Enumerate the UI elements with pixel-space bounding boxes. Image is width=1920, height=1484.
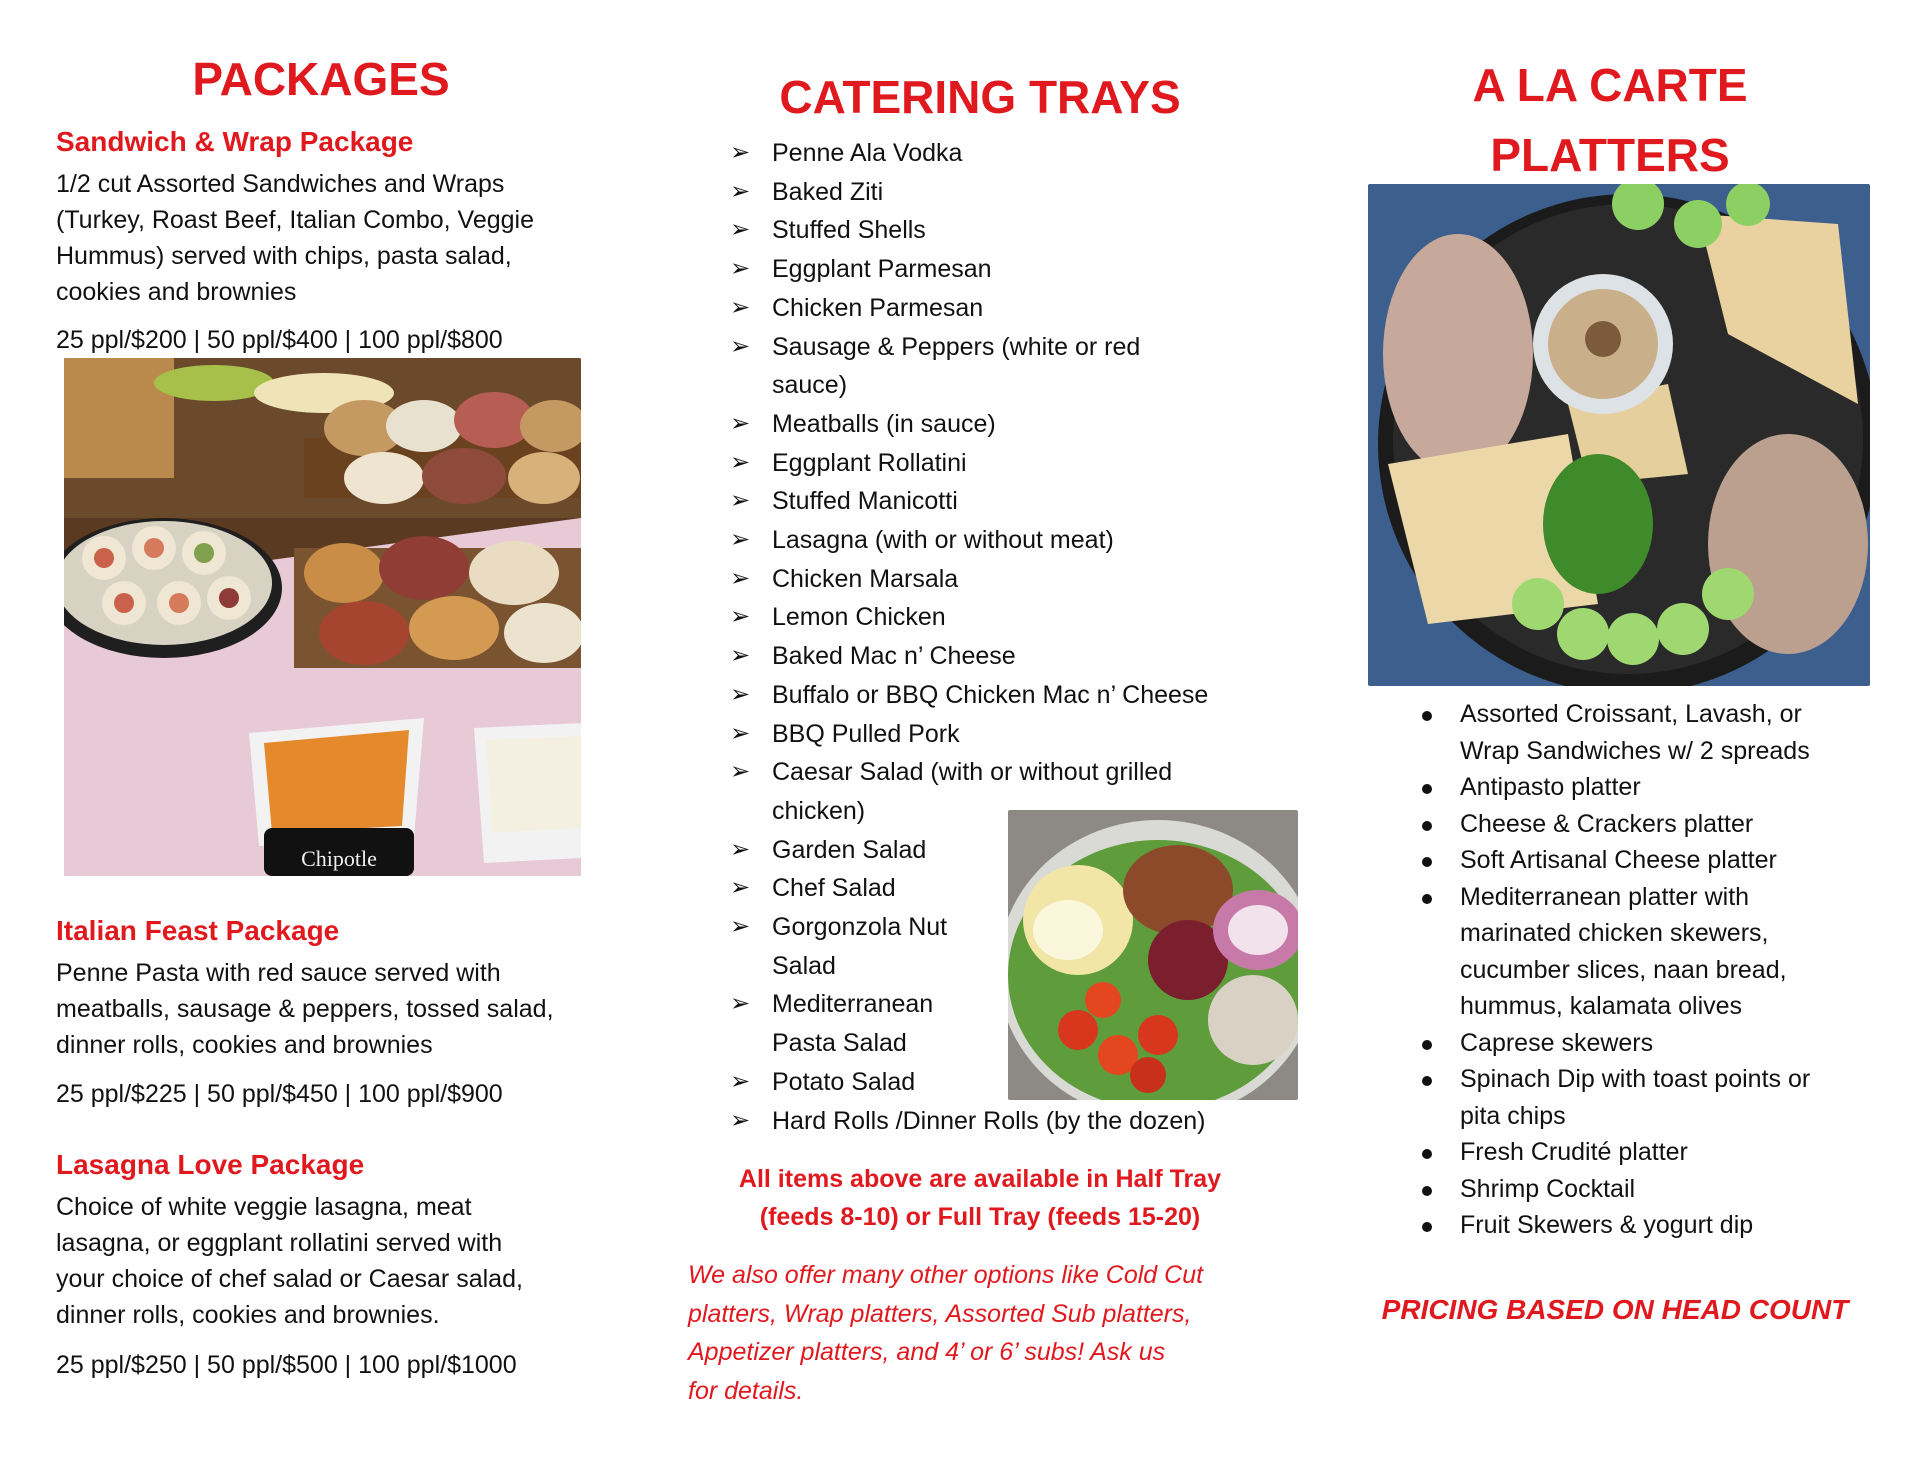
tray-item-line: Chicken Parmesan	[772, 293, 984, 322]
description-line: meatballs, sausage & peppers, tossed salad,	[56, 995, 554, 1023]
availability-line: All items above are available in Half Tray	[738, 1165, 1222, 1193]
alacarte-item	[1412, 1061, 1872, 1134]
tray-item	[724, 328, 1284, 405]
tray-item	[724, 289, 1284, 328]
note-line: for details.	[688, 1376, 804, 1405]
bullet-icon	[1422, 1222, 1432, 1232]
arrow-bullet-icon: ➢	[730, 216, 751, 244]
tray-item-line: Baked Mac n’ Cheese	[772, 642, 1016, 671]
tray-item	[724, 134, 1284, 173]
other-options-note	[688, 1256, 1288, 1410]
note-line: Appetizer platters, and 4’ or 6’ subs! Ask us	[688, 1338, 1166, 1366]
bullet-icon	[1422, 857, 1432, 867]
sandwich-package-price: 25 ppl/$200 | 50 ppl/$400 | 100 ppl/$800	[56, 326, 503, 354]
tray-item	[724, 598, 1284, 637]
italian-package-title: Italian Feast Package	[56, 915, 340, 946]
tray-item	[724, 1102, 1284, 1141]
availability-line: (feeds 8-10) or Full Tray (feeds 15-20)	[759, 1203, 1201, 1231]
tray-item-line: Lemon Chicken	[772, 603, 946, 632]
tray-item	[724, 715, 1284, 754]
description-line: Choice of white veggie lasagna, meat	[56, 1193, 472, 1221]
tray-item-line: Stuffed Manicotti	[772, 487, 958, 516]
tray-item	[724, 250, 1284, 289]
chef-salad-photo	[1008, 810, 1298, 1100]
arrow-bullet-icon: ➢	[730, 564, 751, 592]
alacarte-item	[1412, 1207, 1872, 1244]
description-line: (Turkey, Roast Beef, Italian Combo, Veggie	[56, 206, 535, 234]
description-line: 1/2 cut Assorted Sandwiches and Wraps	[56, 170, 505, 198]
alacarte-item-line: Wrap Sandwiches w/ 2 spreads	[1460, 736, 1810, 765]
alacarte-item-line: Caprese skewers	[1460, 1028, 1654, 1057]
tray-item-line: Eggplant Rollatini	[772, 448, 967, 477]
tray-item-line: Mediterranean	[772, 990, 934, 1019]
tray-item	[724, 637, 1284, 676]
description-line: lasagna, or eggplant rollatini served with	[56, 1229, 503, 1257]
alacarte-item	[1412, 769, 1872, 806]
bullet-icon	[1422, 1186, 1432, 1196]
tray-item-line: Salad	[772, 951, 836, 980]
note-line: platters, Wrap platters, Assorted Sub platters,	[688, 1299, 1192, 1328]
arrow-bullet-icon: ➢	[730, 874, 751, 902]
tray-item-line: Gorgonzola Nut	[772, 913, 948, 942]
tray-item-line: Stuffed Shells	[772, 216, 926, 245]
alacarte-item-line: marinated chicken skewers,	[1460, 919, 1769, 947]
tray-item-line: Garden Salad	[772, 835, 927, 864]
tray-item	[724, 405, 1284, 444]
lasagna-package-description	[56, 1189, 616, 1333]
catering-trays-heading: CATERING TRAYS	[779, 71, 1181, 123]
arrow-bullet-icon: ➢	[730, 1106, 751, 1134]
arrow-bullet-icon: ➢	[730, 255, 751, 283]
lasagna-package-title: Lasagna Love Package	[56, 1149, 365, 1180]
packages-heading: PACKAGES	[192, 53, 450, 105]
arrow-bullet-icon: ➢	[730, 293, 751, 321]
tray-item-line: Baked Ziti	[772, 177, 884, 206]
tray-item-line: Eggplant Parmesan	[772, 255, 992, 284]
tray-item	[724, 560, 1284, 599]
bullet-icon	[1422, 821, 1432, 831]
arrow-bullet-icon: ➢	[730, 448, 751, 476]
description-line: your choice of chef salad or Caesar salad,	[56, 1265, 523, 1293]
tray-item-line: Buffalo or BBQ Chicken Mac n’ Cheese	[772, 680, 1209, 709]
note-line: We also offer many other options like Cold Cut	[688, 1261, 1204, 1289]
pricing-footer: PRICING BASED ON HEAD COUNT	[1381, 1294, 1849, 1325]
arrow-bullet-icon: ➢	[730, 642, 751, 670]
bullet-icon	[1422, 784, 1432, 794]
alacarte-item	[1412, 806, 1872, 843]
arrow-bullet-icon: ➢	[730, 139, 751, 166]
bullet-icon	[1422, 1076, 1432, 1086]
arrow-bullet-icon: ➢	[730, 680, 751, 708]
description-line: dinner rolls, cookies and brownies	[56, 1031, 433, 1059]
tray-item-line: Potato Salad	[772, 1067, 916, 1096]
lasagna-package-price: 25 ppl/$250 | 50 ppl/$500 | 100 ppl/$1000	[56, 1351, 517, 1379]
description-line: cookies and brownies	[56, 278, 297, 306]
arrow-bullet-icon: ➢	[730, 1067, 751, 1095]
tray-item-line: Meatballs (in sauce)	[772, 409, 996, 438]
tray-item-line: Sausage & Peppers (white or red	[772, 332, 1141, 361]
alacarte-item-line: Spinach Dip with toast points or	[1460, 1065, 1811, 1093]
alacarte-item	[1412, 879, 1872, 1025]
arrow-bullet-icon: ➢	[730, 487, 751, 515]
tray-item-line: Chef Salad	[772, 874, 896, 903]
bullet-icon	[1422, 1040, 1432, 1050]
alacarte-item-line: Mediterranean platter with	[1460, 882, 1750, 911]
alacarte-item-line: Fruit Skewers & yogurt dip	[1460, 1211, 1754, 1239]
italian-package-description	[56, 955, 616, 1063]
alacarte-item-line: Assorted Croissant, Lavash, or	[1460, 700, 1802, 728]
tray-item	[724, 521, 1284, 560]
tray-item-line: Chicken Marsala	[772, 564, 959, 593]
arrow-bullet-icon: ➢	[730, 526, 751, 554]
tray-item-line: sauce)	[772, 371, 848, 400]
tray-item-line: Hard Rolls /Dinner Rolls (by the dozen)	[772, 1106, 1206, 1135]
alacarte-item-line: Antipasto platter	[1460, 773, 1641, 801]
alacarte-item-line: Shrimp Cocktail	[1460, 1174, 1636, 1203]
arrow-bullet-icon: ➢	[730, 719, 751, 747]
tray-item-line: Caesar Salad (with or without grilled	[772, 758, 1173, 787]
arrow-bullet-icon: ➢	[730, 913, 751, 941]
tray-item-line: Penne Ala Vodka	[772, 139, 963, 167]
bullet-icon	[1422, 711, 1432, 721]
alacarte-item-line: pita chips	[1460, 1101, 1566, 1130]
bullet-icon	[1422, 1149, 1432, 1159]
mediterranean-platter-photo	[1368, 184, 1870, 686]
alacarte-item-line: Cheese & Crackers platter	[1460, 809, 1754, 838]
tray-item	[724, 173, 1284, 212]
arrow-bullet-icon: ➢	[730, 603, 751, 631]
description-line: dinner rolls, cookies and brownies.	[56, 1301, 440, 1329]
sandwich-package-description	[56, 166, 616, 310]
alacarte-item-line: Soft Artisanal Cheese platter	[1460, 846, 1777, 874]
alacarte-items-list	[1412, 696, 1872, 1244]
alacarte-item	[1412, 1134, 1872, 1171]
sandwich-package-title: Sandwich & Wrap Package	[56, 126, 414, 157]
tray-item	[724, 211, 1284, 250]
tray-item	[724, 444, 1284, 483]
arrow-bullet-icon: ➢	[730, 990, 751, 1018]
arrow-bullet-icon: ➢	[730, 332, 751, 360]
sandwich-platter-photo	[64, 358, 581, 876]
arrow-bullet-icon: ➢	[730, 758, 751, 786]
alacarte-item	[1412, 696, 1872, 769]
bullet-icon	[1422, 894, 1432, 904]
alacarte-item-line: cucumber slices, naan bread,	[1460, 955, 1787, 984]
tray-item-line: BBQ Pulled Pork	[772, 719, 960, 748]
description-line: Hummus) served with chips, pasta salad,	[56, 242, 512, 270]
alacarte-item	[1412, 842, 1872, 879]
tray-availability-note	[680, 1160, 1280, 1236]
tray-item-line: Lasagna (with or without meat)	[772, 526, 1114, 555]
tray-item-line: chicken)	[772, 796, 866, 825]
alacarte-item	[1412, 1025, 1872, 1062]
tray-item-line: Pasta Salad	[772, 1029, 907, 1058]
tray-item	[724, 482, 1284, 521]
alacarte-item-line: Fresh Crudité platter	[1460, 1138, 1688, 1166]
alacarte-item-line: hummus, kalamata olives	[1460, 992, 1743, 1020]
svg-text:Chipotle: Chipotle	[301, 846, 377, 871]
arrow-bullet-icon: ➢	[730, 409, 751, 437]
italian-package-price: 25 ppl/$225 | 50 ppl/$450 | 100 ppl/$900	[56, 1080, 503, 1108]
arrow-bullet-icon: ➢	[730, 835, 751, 863]
alacarte-item	[1412, 1171, 1872, 1208]
arrow-bullet-icon: ➢	[730, 177, 751, 205]
tray-item	[724, 676, 1284, 715]
heading-line: A LA CARTE PLATTERS	[1472, 59, 1748, 181]
description-line: Penne Pasta with red sauce served with	[56, 959, 501, 987]
